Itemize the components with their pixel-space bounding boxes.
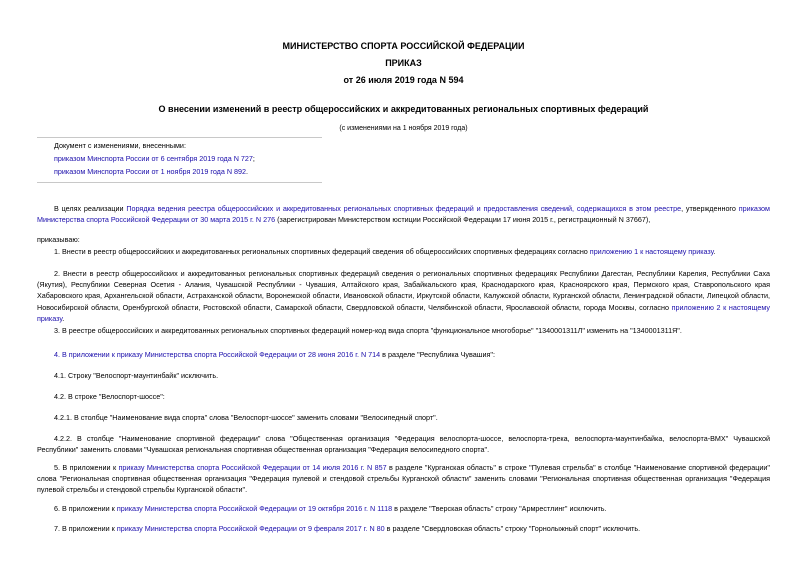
item-6-paragraph	[37, 503, 770, 514]
preamble-text-3: (зарегистрирован Министерством юстиции Российской Федерации 17 июня 2015 г., регистрационный N 37667),	[275, 215, 651, 225]
item-6-text-2: в разделе "Тверская область" строку "Армрестлинг" исключить.	[392, 504, 607, 513]
ministry-heading: МИНИСТЕРСТВО СПОРТА РОССИЙСКОЙ ФЕДЕРАЦИИ	[282, 41, 525, 51]
item-4-text: в разделе "Республика Чувашия":	[380, 350, 495, 359]
item-5-text-1: 5. В приложении к	[54, 463, 119, 472]
item-4-2-paragraph: 4.2. В строке "Велоспорт-шоссе":	[54, 392, 165, 401]
document-type: ПРИКАЗ	[385, 58, 422, 68]
item-3-paragraph: 3. В реестре общероссийских и аккредитованных региональных спортивных федераций номер-код вида спорта "функциональное многоборье" "1340001311Л" изменить на "1340001311Я".	[54, 326, 682, 335]
changes-intro: Документ с изменениями, внесенными:	[54, 141, 186, 150]
revision-note: (с изменениями на 1 ноября 2019 года)	[339, 125, 468, 132]
changes-item-2-tail: .	[246, 167, 249, 176]
item-5-text-2: в разделе "Курганская область" в строке "Пулевая стрельба" в столбце "Наименование спортивной федерации" слова "Региональная спортивная общественная организация "Федерация пулевой и стендовой стрельбы Курганской области" заменить словами "Региональная спортивная общественная организация "Федерация пулевой стрельбы и стендовой стрельбы Курганской области".	[37, 463, 770, 495]
item-2-tail: .	[62, 313, 65, 323]
item-4-1-paragraph: 4.1. Строку "Велоспорт-маунтинбайк" исключить.	[54, 371, 219, 380]
order-word: приказываю:	[37, 235, 80, 244]
item-4-paragraph	[37, 349, 770, 360]
order-857-link[interactable]: приказу Министерства спорта Российской Федерации от 14 июля 2016 г. N 857	[118, 463, 387, 472]
changes-bottom-divider	[37, 182, 322, 183]
item-7-paragraph	[37, 523, 770, 534]
item-4-prefix: 4. В	[54, 350, 69, 359]
item-4-2-1-paragraph: 4.2.1. В столбце "Наименование вида спорта" слова "Велоспорт-шоссе" заменить словами "Велосипедный спорт".	[54, 413, 438, 422]
item-1-paragraph	[37, 246, 770, 257]
item-2-paragraph	[37, 268, 770, 324]
changes-item-1	[54, 152, 255, 166]
order-1118-link[interactable]: приказу Министерства спорта Российской Федерации от 19 октября 2016 г. N 1118	[116, 504, 393, 513]
order-714-link[interactable]: приложении к приказу Министерства спорта Российской Федерации от 28 июня 2016 г. N 714	[68, 350, 381, 359]
preamble-paragraph	[37, 203, 770, 225]
item-1-tail: .	[713, 247, 716, 256]
item-7-text-2: в разделе "Свердловская область" строку "Горнолыжный спорт" исключить.	[384, 524, 641, 533]
changes-top-divider	[37, 137, 322, 138]
item-4-2-2-paragraph: 4.2.2. В столбце "Наименование спортивной федерации" слова "Общественная организация "Федерация велоспорта-шоссе, велоспорта-трека, велоспорта-маунтинбайка, велоспорта-BMX" Чувашской Республики" заменить словами "Чувашская региональная спортивная общественная организация "Федерация велосипедного спорта".	[37, 434, 770, 455]
order-80-link[interactable]: приказу Министерства спорта Российской Федерации от 9 февраля 2017 г. N 80	[116, 524, 385, 533]
changes-item-1-tail: ;	[252, 154, 255, 163]
item-1-text: 1. Внести в реестр общероссийских и аккредитованных региональных спортивных федераций сведения об общероссийских спортивных федерациях согласно	[54, 247, 590, 256]
amendment-link-892[interactable]: приказом Минспорта России от 1 ноября 2019 года N 892	[54, 167, 247, 176]
document-title: О внесении изменений в реестр общероссийских и аккредитованных региональных спортивных федераций	[158, 104, 649, 114]
preamble-text-2: , утвержденного	[681, 204, 739, 213]
appendix-1-link[interactable]: приложению 1 к настоящему приказу	[589, 247, 714, 256]
registry-procedure-link[interactable]: Порядка ведения реестра общероссийских и аккредитованных региональных спортивных федераций и предоставления сведений, содержащихся в этом реестре	[126, 204, 682, 213]
appendix-2-link[interactable]: приложению 2 к настоящему приказу	[37, 302, 771, 323]
item-7-text-1: 7. В приложении к	[54, 524, 117, 533]
document-date-number: от 26 июля 2019 года N 594	[343, 75, 464, 85]
order-276-link[interactable]: приказом Министерства спорта Российской Федерации от 30 марта 2015 г. N 276	[37, 204, 770, 225]
item-6-text-1: 6. В приложении к	[54, 504, 117, 513]
preamble-text-1: В целях реализации	[54, 204, 127, 213]
amendment-link-727[interactable]: приказом Минспорта России от 6 сентября 2019 года N 727	[54, 154, 253, 163]
item-2-text: 2. Внести в реестр общероссийских и аккредитованных региональных спортивных федераций сведения о региональных спортивных федерациях Республики Дагестан, Республики Карелия, Республики Саха (Якутия), Республики Северная Осетия - Алания, Чувашской Республики - Чувашия, Алтайского края, Забайкальского края, Краснодарского края, Красноярского края, Пермского края, Ставропольского края Хабаровского края, Архангельской области, Астраханской области, Воронежской области, Ивановской области, Иркутской области, Калужской области, Курганской области, Ленинградской области, Липецкой области, Новосибирской области, Оренбургской области, Ростовской области, Самарской области, Свердловской области, Челябинской области, Ярославской области, города Москвы, согласно	[37, 269, 770, 312]
item-5-paragraph	[37, 462, 770, 496]
changes-item-2	[54, 165, 248, 179]
